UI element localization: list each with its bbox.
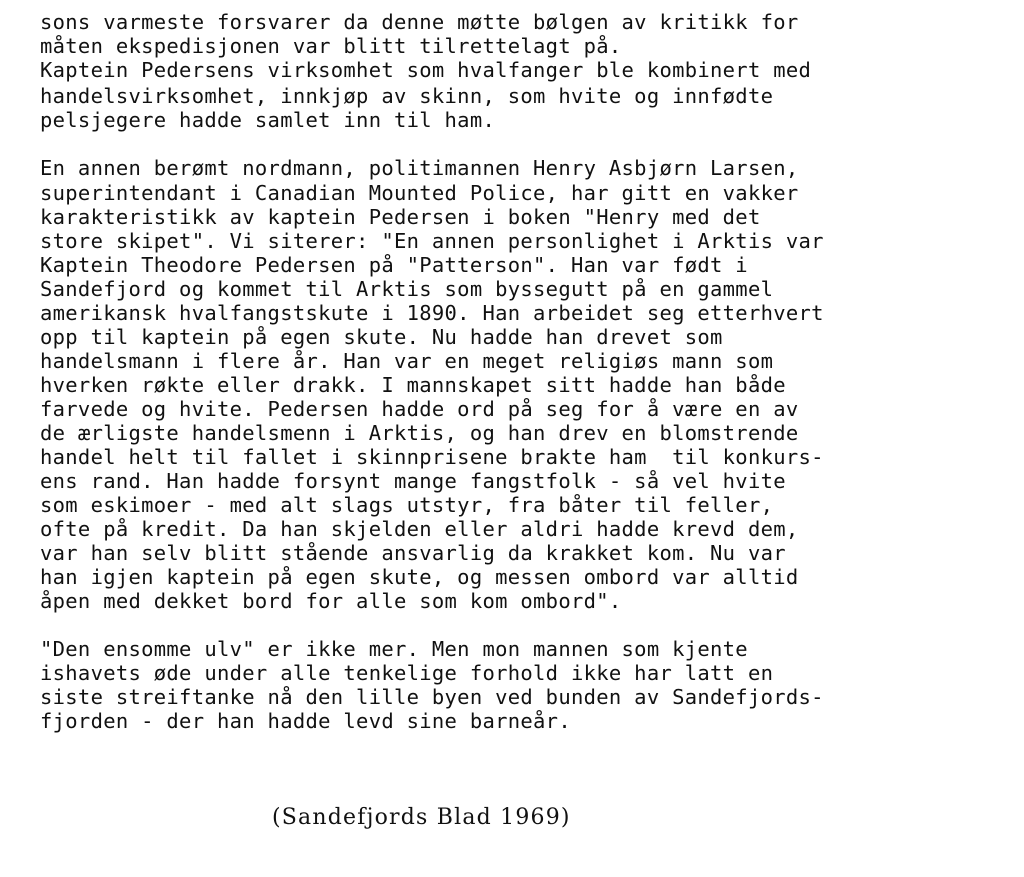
text-line: handel helt til fallet i skinnprisene brakte ham til konkurs- xyxy=(40,445,824,469)
text-line: farvede og hvite. Pedersen hadde ord på seg for å være en av xyxy=(40,397,799,421)
text-line: var han selv blitt stående ansvarlig da krakket kom. Nu var xyxy=(40,541,786,565)
text-line: som eskimoer - med alt slags utstyr, fra båter til feller, xyxy=(40,493,774,517)
text-line: amerikansk hvalfangstskute i 1890. Han arbeidet seg etterhvert xyxy=(40,301,824,325)
text-line: karakteristikk av kaptein Pedersen i boken "Henry med det xyxy=(40,205,761,229)
text-line: åpen med dekket bord for alle som kom ombord". xyxy=(40,589,622,613)
text-line: Kaptein Theodore Pedersen på "Patterson". Han var født i xyxy=(40,253,748,277)
text-line: "Den ensomme ulv" er ikke mer. Men mon mannen som kjente xyxy=(40,637,748,661)
text-line: ens rand. Han hadde forsynt mange fangstfolk - så vel hvite xyxy=(40,469,786,493)
text-line: Kaptein Pedersens virksomhet som hvalfanger ble kombinert med xyxy=(40,58,812,82)
text-line: handelsmann i flere år. Han var en meget religiøs mann som xyxy=(40,349,774,373)
text-line: store skipet". Vi siterer: "En annen personlighet i Arktis var xyxy=(40,229,824,253)
text-line: pelsjegere hadde samlet inn til ham. xyxy=(40,108,496,132)
source-signature: (Sandefjords Blad 1969) xyxy=(272,805,571,830)
text-line: ofte på kredit. Da han skjelden eller aldri hadde krevd dem, xyxy=(40,517,799,541)
text-line: hverken røkte eller drakk. I mannskapet sitt hadde han både xyxy=(40,373,786,397)
text-line: opp til kaptein på egen skute. Nu hadde han drevet som xyxy=(40,325,723,349)
text-line: han igjen kaptein på egen skute, og messen ombord var alltid xyxy=(40,565,799,589)
text-line: sons varmeste forsvarer da denne møtte bølgen av kritikk for xyxy=(40,10,799,34)
text-line: siste streiftanke nå den lille byen ved bunden av Sandefjords- xyxy=(40,685,824,709)
text-line: fjorden - der han hadde levd sine barneår. xyxy=(40,709,571,733)
text-line: superintendant i Canadian Mounted Police, har gitt en vakker xyxy=(40,181,799,205)
text-line: måten ekspedisjonen var blitt tilrettelagt på. xyxy=(40,34,622,58)
text-line: Sandefjord og kommet til Arktis som byssegutt på en gammel xyxy=(40,277,774,301)
text-line: de ærligste handelsmenn i Arktis, og han drev en blomstrende xyxy=(40,421,799,445)
text-line: handelsvirksomhet, innkjøp av skinn, som hvite og innfødte xyxy=(40,84,774,108)
text-line: En annen berømt nordmann, politimannen Henry Asbjørn Larsen, xyxy=(40,156,799,180)
text-line: ishavets øde under alle tenkelige forhold ikke har latt en xyxy=(40,661,774,685)
